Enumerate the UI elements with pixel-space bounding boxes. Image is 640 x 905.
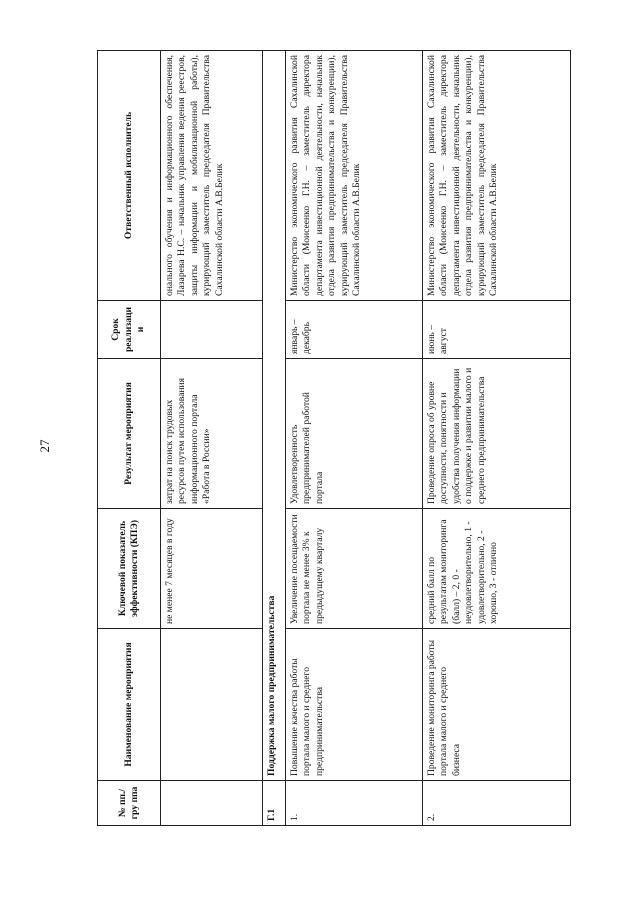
section-title: Поддержка малого предпринимательства xyxy=(263,51,286,781)
cell-term: январь – декабрь xyxy=(286,301,423,359)
cell-kpi: средний балл по результатам мониторинга (балл) – 2, 0 - неудовлетворительно, 1 - удовлетворительно, 2 - хорошо, 3 - отлично xyxy=(423,509,571,629)
table-row xyxy=(423,51,571,826)
cell-number: 2. xyxy=(423,781,571,826)
cell-event-name: Проведение мониторинга работы портала малого и среднего бизнеса xyxy=(423,629,571,781)
cell-event-name xyxy=(161,629,263,781)
cell-result: затрат на поиск трудовых ресурсов путем использования информационного портала «Работа в России» xyxy=(161,359,263,509)
cell-term: июнь – август xyxy=(423,301,571,359)
header-executor: Ответственный исполнитель xyxy=(98,51,161,301)
cell-term xyxy=(161,301,263,359)
cell-executor: Министерство экономического развития Сахалинской области (Моисеенко Г.Н. – заместитель директора департамента инвестиционной деятельности, начальник отдела развития предпринимательства и конкуренции), курирующий заместитель председателя Правительства Сахалинской области А.В.Белик xyxy=(423,51,571,301)
table-header-row xyxy=(98,51,161,826)
cell-result: Проведение опроса об уровне доступности, понятности и удобства получения информации о поддержке и развитии малого и среднего предпринимательства xyxy=(423,359,571,509)
cell-kpi: не менее 7 месяцев в году xyxy=(161,509,263,629)
cell-kpi: Увеличение посещаемости портала не менее 3% к предыдущему кварталу xyxy=(286,509,423,629)
header-event-name: Наименование мероприятия xyxy=(98,629,161,781)
cell-event-name: Повышение качества работы портала малого и среднего предпринимательства xyxy=(286,629,423,781)
cell-executor: онального обучения и информационного обеспечения, Лазарева Н.С. – начальник управления ведения реестров, защиты информации и мобилизационной работы), курирующий заместитель председателя Правительства Сахалинской области А.В.Белик xyxy=(161,51,263,301)
table-row xyxy=(286,51,423,826)
section-row xyxy=(263,51,286,826)
header-result: Результат мероприятия xyxy=(98,359,161,509)
rotated-table-container xyxy=(97,51,539,826)
cell-result: Удовлетворенность предпринимателей работой портала xyxy=(286,359,423,509)
header-kpi: Ключевой показатель эффективности (КПЭ) xyxy=(98,509,161,629)
table-row xyxy=(161,51,263,826)
section-code: Г.1 xyxy=(263,781,286,826)
header-number: № пп./ гру ппа xyxy=(98,781,161,826)
action-plan-table xyxy=(97,50,571,826)
cell-number: 1. xyxy=(286,781,423,826)
header-term: Срок реализации xyxy=(98,301,161,359)
page-number: 27 xyxy=(37,439,52,453)
cell-number xyxy=(161,781,263,826)
cell-executor: Министерство экономического развития Сахалинской области (Моисеенко Г.Н. – заместитель директора департамента инвестиционной деятельности, начальник отдела развития предпринимательства и конкуренции), курирующий заместитель председателя Правительства Сахалинской области А.В.Белик xyxy=(286,51,423,301)
